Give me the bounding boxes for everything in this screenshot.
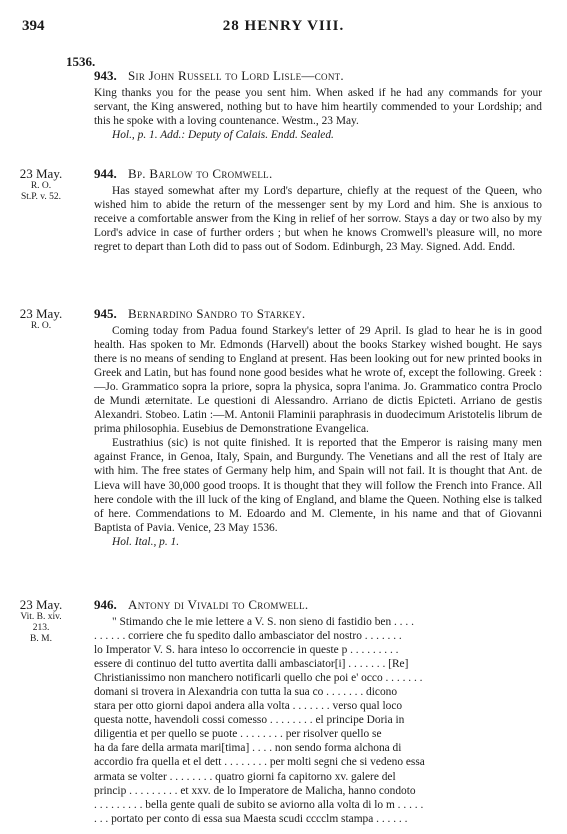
source-ref: St.P. v. 52. [20,192,62,202]
letter-line: . . . portato per conto di essa sua Maesta scudi cccclm stampa . . . . . . [94,812,408,825]
entry-body [94,68,542,142]
entry-paragraph: Coming today from Padua found Starkey's letter of 29 April. Is glad to hear he is in good health. Has spoken to Mr. Edmonds (Harvell) about the books Starkey wished bought. He says there is no means of sending to England at present. Has been looking out for new printed books in Greek and Latin, but has found none good besides what he wrote of, except the following. Greek :—Jo. Grammatico sopra la priore, sopra la physica, sopra l'anima. Jo. Grammatico contra Proclo de Mundi æternitate. Le questioni di Alessandro. Arriano de dictis Epicteti. Arriano de gestis Alexandri. Stobeo. Latin :—M. Antonii Flaminii paraphrasis in duodecimum Aristotelis librum de prima philosophia. Eusebius de Demonstratione Evangelica. [94,325,542,436]
letter-line: diligentia et per quello se puote . . . . . . . . per risolver quello se [94,728,382,741]
letter-line: . . . . . . . . . bella gente quali de subito se aviorno alla volta di lo m . . . . . [94,798,424,811]
source-ref: B. M. [30,634,52,644]
letter-line: ha da fare della armata mari[tima] . . . . non sendo forma alchona di [94,742,402,755]
source-ref: Vit. B. xiv. [20,612,62,622]
entry-heading [94,597,542,613]
letter-line: princip . . . . . . . . . et xxv. de lo Imperatore de Malicha, hanno condoto [94,784,416,797]
entry-title: Bernardino Sandro to Starkey. [128,306,306,321]
source-ref: R. O. [30,321,52,331]
entry-body [94,166,542,254]
entry-body [94,306,542,549]
entry-title: Sir John Russell to Lord Lisle—cont. [128,68,344,83]
entry-paragraph: King thanks you for the pease you sent him. When asked if he had any commands for your servant, the King answered, nothing but to have him heartily commended to your Lordship; and this he spoke with a loving countenance. Westm., 23 May. [94,87,542,128]
entry-title: Antony di Vivaldi to Cromwell. [128,597,309,612]
entry-date: 23 May. [19,166,63,181]
letter-line: accordio fra quella et el dett . . . . . . . . per molti segni che si vedeno essa [94,756,425,769]
margin-note [0,166,82,203]
entry-number: 945. [94,306,117,321]
entry-heading [94,166,542,182]
entry-footer: Hol., p. 1. Add.: Deputy of Calais. Endd. Sealed. [112,129,334,142]
year-label: 1536. [66,54,96,69]
entry-title: Bp. Barlow to Cromwell. [128,166,273,181]
entry-heading [94,306,542,322]
letter-line: stara per otto giorni dapoi andera alla volta . . . . . . . verso qual loco [94,700,403,713]
entry-body [94,597,542,826]
letter-line: essere di continuo del tutto avertita dalli ambasciator[i] . . . . . . . [Re] [94,658,409,671]
letter-line: questa notte, havendoli cossi comesso . . . . . . . . el principe Doria in [94,714,405,727]
entry-number: 944. [94,166,117,181]
letter-line: " Stimando che le mie lettere a V. S. non sieno di fastidio ben . . . . [112,616,414,628]
running-title: 28 HENRY VIII. [222,18,345,34]
page-number: 394 [22,18,45,34]
letter-line: Christianissimo non manchero notificarli quello che poi e' occo . . . . . . . [94,672,423,685]
letter-line: lo Imperator V. S. hara inteso lo occorrencie in queste p . . . . . . . . . [94,644,399,657]
source-ref: 213. [32,623,50,633]
margin-note [0,306,82,332]
entry-date: 23 May. [19,306,63,321]
entry-number: 946. [94,597,117,612]
letter-line: domani si trovera in Alexandria con tutta la sua co . . . . . . . dicono [94,686,398,699]
entry-footer: Hol. Ital., p. 1. [112,535,180,548]
entry-paragraph: Has stayed somewhat after my Lord's departure, chiefly at the request of the Queen, who wished him to abide the return of the messenger sent by my Lord and him. She is anxious to receive a comfortable answer from the King in relief of her sorrow. Stays a day or two also by my Lord's advice in case of further orders ; but when he knows Cromwell's pleasure will, no more regret to depart than Loth did to pass out of Sodom. Edinburgh, 23 May. Signed. Add. Endd. [94,185,542,254]
entry-paragraph: Eustrathius (sic) is not quite finished. It is reported that the Emperor is raising many men against France, in Genoa, Italy, Spain, and Burgundy. The Venetians and all the rest of Italy are with him. The free states of Germany help him, and Spain will not fail. It is thought that Ant. de Lieva will have 30,000 good troops. It is thought that they will follow the French into France. All here condole with the ill luck of the king of England, and blame the Queen. Nothing else is talked of here. Commendations to M. Edoardo and M. Clemente, in his name and that of Giovanni Baptista of Pavia. Venice, 23 May 1536. [94,437,542,534]
entry-heading [94,68,542,84]
letter-line: armata se volter . . . . . . . . quatro giorni fa capitorno xv. galere del [94,770,396,783]
source-ref: R. O. [30,181,52,191]
entry-date: 23 May. [19,597,63,612]
letter-line: . . . . . . corriere che fu spedito dallo ambasciator del nostro . . . . . . . [94,630,402,643]
margin-note [0,597,82,645]
entry-number: 943. [94,68,117,83]
page-header [22,18,545,38]
